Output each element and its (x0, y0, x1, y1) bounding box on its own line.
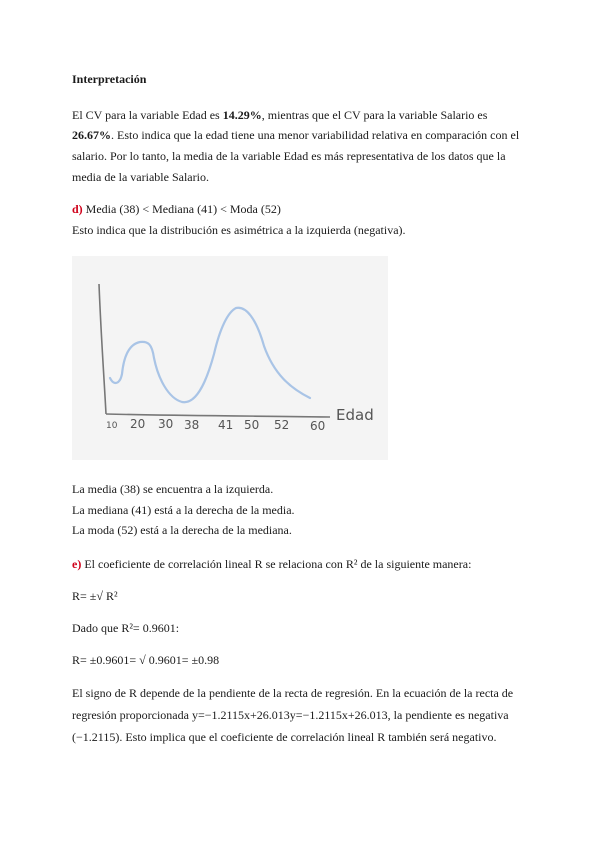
section-d-line (72, 202, 281, 217)
tick-label-30: 30 (158, 417, 174, 431)
position-note-mediana: La mediana (41) está a la derecha de la media. (72, 503, 295, 517)
section-d-explanation: Esto indica que la distribución es asimétrica a la izquierda (negativa). (72, 223, 406, 237)
tick-label-10: 10 (106, 421, 118, 431)
position-note-moda: La moda (52) está a la derecha de la mediana. (72, 523, 292, 537)
tick-label-60: 60 (310, 419, 326, 433)
section-e-line (72, 557, 471, 572)
axis-label-edad: Edad (336, 406, 374, 424)
cv-text-2b: . Esto indica que la edad tiene una menor variabilidad relativa en comparación con el (111, 128, 520, 142)
conclusion-line-3: (−1.2115). Esto implica que el coeficiente de correlación lineal R también será negativo. (72, 730, 497, 744)
section-e-label: e) (72, 557, 82, 571)
result-r: R= ±0.9601= √ 0.9601= ±0.98 (72, 653, 220, 667)
given-r-squared: Dado que R²= 0.9601: (72, 621, 180, 635)
cv-paragraph-line-2 (72, 128, 519, 143)
heading: Interpretación (72, 72, 147, 86)
y-axis (99, 284, 106, 414)
section-e-text: El coeficiente de correlación lineal R se relaciona con R² de la siguiente manera: (81, 557, 472, 571)
cv-edad-value: 14.29% (222, 108, 262, 122)
distribution-sketch (72, 256, 388, 460)
conclusion-line-1: El signo de R depende de la pendiente de la recta de regresión. En la ecuación de la recta de (72, 686, 514, 700)
distribution-sketch-svg (72, 256, 388, 460)
tick-label-38: 38 (184, 418, 200, 432)
cv-paragraph-line-4: media de la variable Salario. (72, 170, 209, 184)
section-d-text: Media (38) < Mediana (41) < Moda (52) (82, 202, 281, 216)
tick-label-50: 50 (244, 418, 260, 432)
cv-salario-value: 26.67% (72, 128, 111, 142)
cv-text-1a: El CV para la variable Edad es (72, 108, 223, 122)
section-d-label: d) (72, 202, 83, 216)
position-note-media: La media (38) se encuentra a la izquierda. (72, 482, 274, 496)
cv-paragraph-line-1 (72, 108, 487, 123)
formula-r: R= ±√ R² (72, 589, 118, 603)
distribution-curve (110, 308, 310, 402)
cv-text-1c: , mientras que el CV para la variable Salario es (261, 108, 488, 122)
tick-label-20: 20 (130, 417, 146, 431)
conclusion-line-2: regresión proporcionada y=−1.2115x+26.013y=−1.2115x+26.013, la pendiente es negativa (72, 708, 509, 722)
cv-paragraph-line-3: salario. Por lo tanto, la media de la variable Edad es más representativa de los datos que la (72, 149, 506, 163)
tick-label-52: 52 (274, 418, 290, 432)
tick-label-41: 41 (218, 418, 234, 432)
